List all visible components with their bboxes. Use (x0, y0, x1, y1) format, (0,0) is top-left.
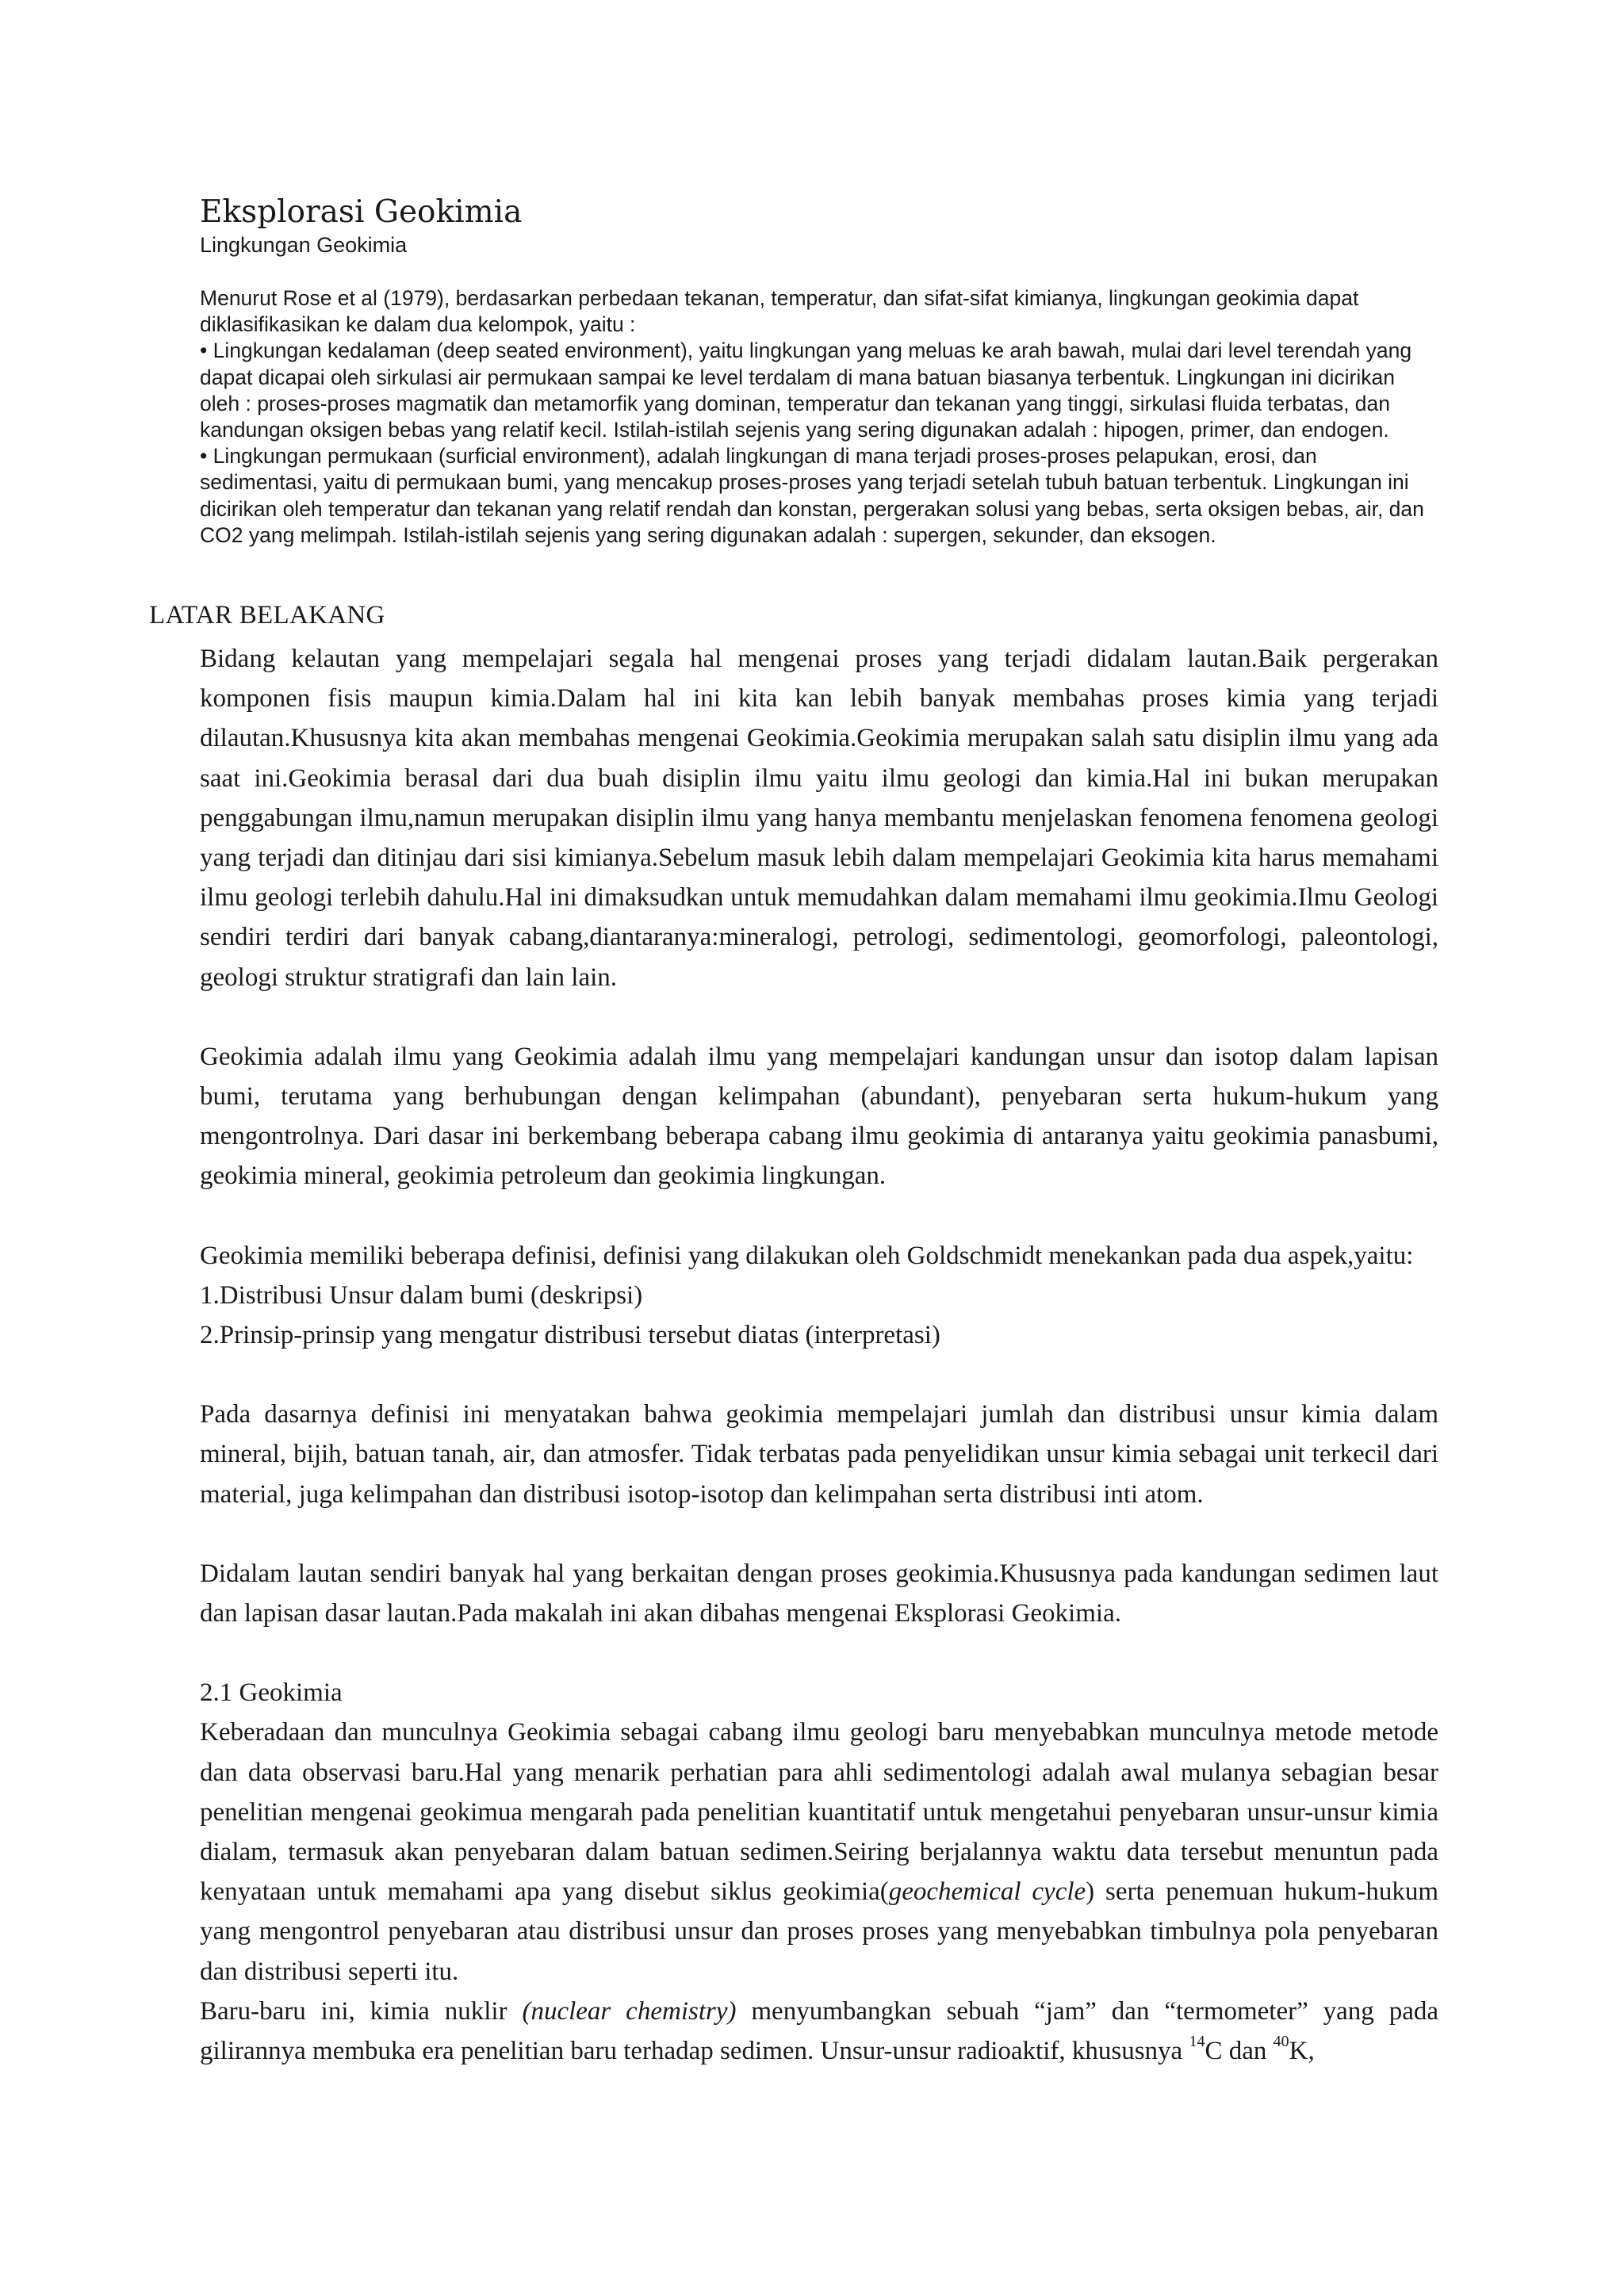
body-block (200, 639, 1438, 2071)
paragraph-goldschmidt: Geokimia memiliki beberapa definisi, definisi yang dilakukan oleh Goldschmidt menekankan pada dua aspek,yaitu: (200, 1241, 1414, 1270)
paragraph-definition: Geokimia adalah ilmu yang Geokimia adalah ilmu yang mempelajari kandungan unsur dan isotop dalam lapisan bumi, terutama yang berhubungan dengan kelimpahan (abundant), penyebaran serta hukum-hukum yang mengontrolnya. Dari dasar ini berkembang beberapa cabang ilmu geokimia di antaranya yaitu geokimia panasbumi, geokimia mineral, geokimia petroleum dan geokimia lingkungan. (200, 1042, 1438, 1191)
intro-bullet-surface: • Lingkungan permukaan (surficial environment), adalah lingkungan di mana terjadi proses-proses pelapukan, erosi, dan sedimentasi, yaitu di permukaan bumi, yang mencakup proses-proses yang terjadi setelah tubuh batuan terbentuk. Lingkungan ini dicirikan oleh temperatur dan tekanan yang relatif rendah dan konstan, pergerakan solusi yang bebas, serta oksigen bebas, air, dan CO2 yang melimpah. Istilah-istilah sejenis yang sering digunakan adalah : supergen, sekunder, dan eksogen. (200, 444, 1424, 547)
page-subtitle: Lingkungan Geokimia (200, 233, 408, 257)
page-title: Eksplorasi Geokimia (200, 194, 523, 230)
paragraph-background: Bidang kelautan yang mempelajari segala hal mengenai proses yang terjadi didalam lautan.Baik pergerakan komponen fisis maupun kimia.Dalam hal ini kita kan lebih banyak membahas proses kimia yang terjadi dilautan.Khususnya kita akan membahas mengenai Geokimia.Geokimia merupakan salah satu disiplin ilmu yang ada saat ini.Geokimia berasal dari dua buah disiplin ilmu yaitu ilmu geologi dan kimia.Hal ini bukan merupakan penggabungan ilmu,namun merupakan disiplin ilmu yang hanya membantu menjelaskan fenomena fenomena geologi yang terjadi dan ditinjau dari sisi kimianya.Sebelum masuk lebih dalam mempelajari Geokimia kita harus memahami ilmu geologi terlebih dahulu.Hal ini dimaksudkan untuk memudahkan dalam memahami ilmu geokimia.Ilmu Geologi sendiri terdiri dari banyak cabang,diantaranya:mineralogi, petrologi, sedimentologi, geomorfologi, paleontologi, geologi struktur stratigrafi dan lain lain. (200, 645, 1438, 992)
paragraph-geochemistry: Keberadaan dan munculnya Geokimia sebagai cabang ilmu geologi baru menyebabkan munculnya metode metode dan data observasi baru.Hal yang menarik perhatian para ahli sedimentologi adalah awal mulanya sebagian besar penelitian mengenai geokimua mengarah pada penelitian kuantitatif untuk mengetahui penyebaran unsur-unsur kimia dialam, termasuk akan penyebaran dalam batuan sedimen.Seiring berjalannya waktu data tersebut menuntun pada kenyataan untuk memahami apa yang disebut siklus geokimia(geochemical cycle) serta penemuan hukum-hukum yang mengontrol penyebaran atau distribusi unsur dan proses proses yang menyebabkan timbulnya pola penyebaran dan distribusi seperti itu. (200, 1718, 1439, 1986)
paragraph-basics: Pada dasarnya definisi ini menyatakan bahwa geokimia mempelajari jumlah dan distribusi unsur kimia dalam mineral, bijih, batuan tanah, air, dan atmosfer. Tidak terbatas pada penyelidikan unsur kimia sebagai unit terkecil dari material, juga kelimpahan dan distribusi isotop-isotop dan kelimpahan serta distribusi inti atom. (200, 1400, 1438, 1509)
section-heading: LATAR BELAKANG (149, 601, 385, 629)
subsection-heading: 2.1 Geokimia (200, 1678, 343, 1708)
intro-bullet-deep: • Lingkungan kedalaman (deep seated environment), yaitu lingkungan yang meluas ke arah bawah, mulai dari level terendah yang dapat dicapai oleh sirkulasi air permukaan sampai ke level terdalam di mana batuan biasanya terbentuk. Lingkungan ini dicirikan oleh : proses-proses magmatik dan metamorfik yang dominan, temperatur dan tekanan yang tinggi, sirkulasi fluida terbatas, dan kandungan oksigen bebas yang relatif kecil. Istilah-istilah sejenis yang sering digunakan adalah : hipogen, primer, dan endogen. (200, 339, 1412, 442)
list-item: 1.Distribusi Unsur dalam bumi (deskripsi) (200, 1280, 643, 1310)
intro-paragraph: Menurut Rose et al (1979), berdasarkan perbedaan tekanan, temperatur, dan sifat-sifat kimianya, lingkungan geokimia dapat diklasifikasikan ke dalam dua kelompok, yaitu : (200, 286, 1359, 337)
paragraph-ocean: Didalam lautan sendiri banyak hal yang berkaitan dengan proses geokimia.Khususnya pada kandungan sedimen laut dan lapisan dasar lautan.Pada makalah ini akan dibahas mengenai Eksplorasi Geokimia. (200, 1559, 1438, 1628)
list-item: 2.Prinsip-prinsip yang mengatur distribusi tersebut diatas (interpretasi) (200, 1321, 940, 1350)
paragraph-nuclear: Baru-baru ini, kimia nuklir (nuclear chemistry) menyumbangkan sebuah “jam” dan “termometer” yang pada gilirannya membuka era penelitian baru terhadap sedimen. Unsur-unsur radioaktif, khususnya $^{14}$C dan $^{40}$K, (200, 1996, 1439, 2066)
intro-block (200, 193, 1437, 549)
